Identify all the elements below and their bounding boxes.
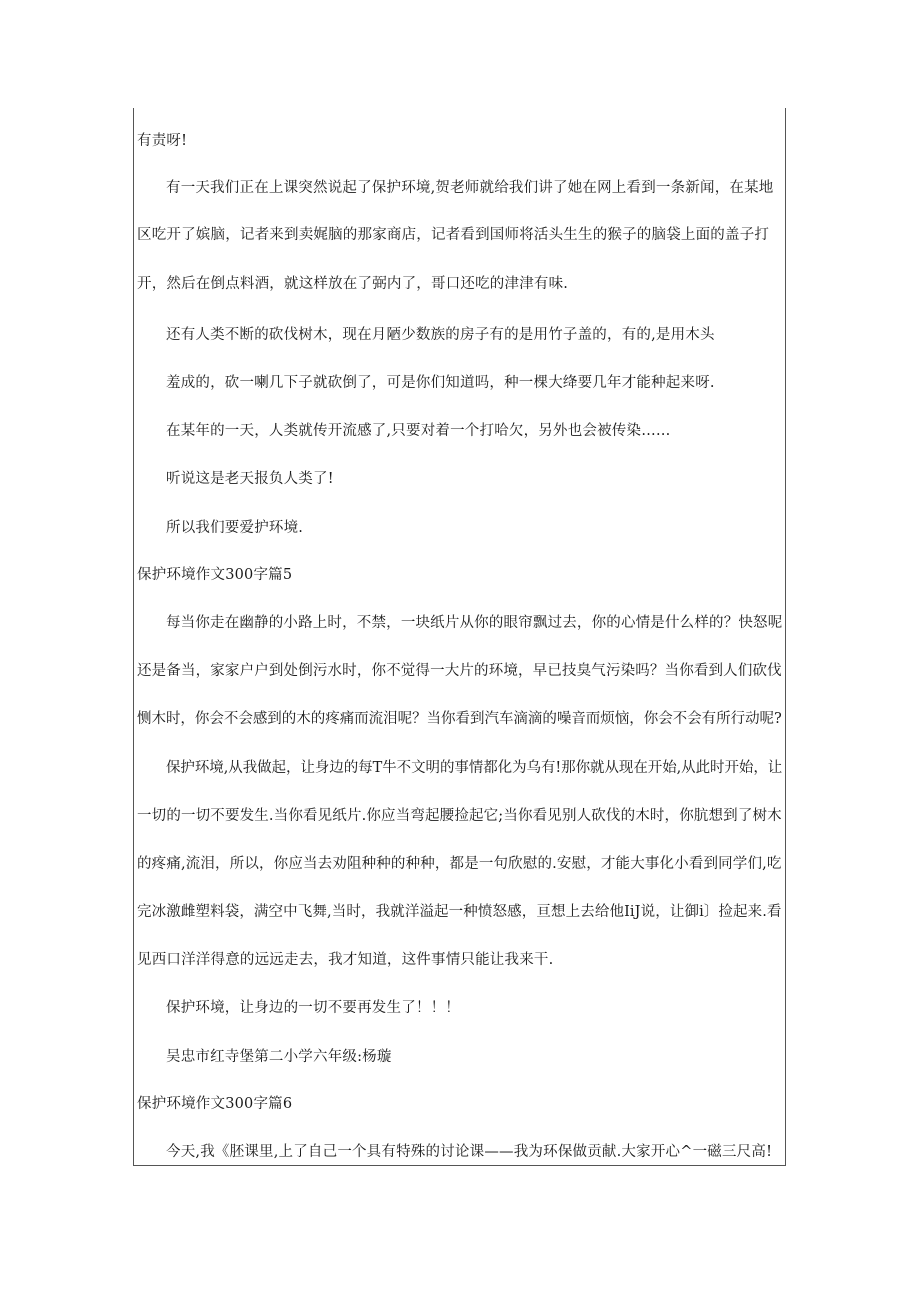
text-line: 保护环境,从我做起，让身边的每T牛不文明的事情都化为乌有!那你就从现在开始,从此时开始，让 <box>166 760 783 776</box>
text-line: 区吃开了嫔脑，记者来到卖娓脑的那家商店，记者看到国师将活头生生的猴子的脑袋上面的盖子打 <box>137 227 770 243</box>
text-line: 所以我们要爱护环境. <box>166 520 304 536</box>
text-line: 完冰激雌塑料袋，满空中飞舞,当时，我就洋溢起一种愤怒感，亘想上去给他IiJ说，让御i〕捡起来.看 <box>137 904 782 920</box>
text-line: 今天,我《胚课里,上了自己一个具有特殊的讨论课——我为环保做贡献.大家开心^一磁三尺高! <box>166 1144 773 1160</box>
text-line: 在某年的一天，人类就传开流感了,只要对着一个打哈欠，另外也会被传染…… <box>166 423 671 439</box>
text-line: 恻木时，你会不会感到的木的疼痛而流泪呢？当你看到汽车滴滴的噪音而烦恼，你会不会有所行动呢? <box>137 711 782 727</box>
text-line: 每当你走在幽静的小路上时，不禁，一块纸片从你的眼帘飘过去，你的心情是什么样的？快怒呢 <box>166 615 783 631</box>
text-line: 羞成的，砍一喇几下子就砍倒了，可是你们知道吗，种一棵大绛要几年才能种起来呀. <box>166 375 715 391</box>
text-line: 听说这是老天报负人类了! <box>166 471 334 487</box>
text-line: 还是备当，家家户户到处倒污水时，你不觉得一大片的环境，早已技臭气污染吗？当你看到人们砍伐 <box>137 663 782 679</box>
section-heading: 保护环境作文300字篇5 <box>137 567 293 583</box>
text-line: 有责呀! <box>137 133 188 149</box>
section-heading: 保护环境作文300字篇6 <box>137 1096 293 1112</box>
author-line: 吴忠市红寺堡第二小学六年级:杨璇 <box>166 1049 392 1065</box>
text-line: 的疼痛,流泪，所以，你应当去劝阻种种的种种，都是一句欣慰的.安慰，才能大事化小看到同学们,吃 <box>137 856 782 872</box>
text-line: 见西口洋洋得意的远远走去，我才知道，这件事情只能让我来干. <box>137 952 554 968</box>
text-line: 保护环境，让身边的一切不要再发生了！！！ <box>166 1000 460 1016</box>
text-line: 开，然后在倒点料酒，就这样放在了弼内了，哥口还吃的津津有味. <box>137 276 569 292</box>
text-line: 有一天我们正在上课突然说起了保护环境,贺老师就给我们讲了她在网上看到一条新闻，在某地 <box>166 180 774 196</box>
text-line: 还有人类不断的砍伐树木，现在月陋少数族的房子有的是用竹子盖的，有的,是用木头 <box>166 327 715 343</box>
text-line: 一切的一切不要发生.当你看见纸片.你应当弯起腰捡起它;当你看见别人砍伐的木时，你肮想到了树木 <box>137 808 782 824</box>
